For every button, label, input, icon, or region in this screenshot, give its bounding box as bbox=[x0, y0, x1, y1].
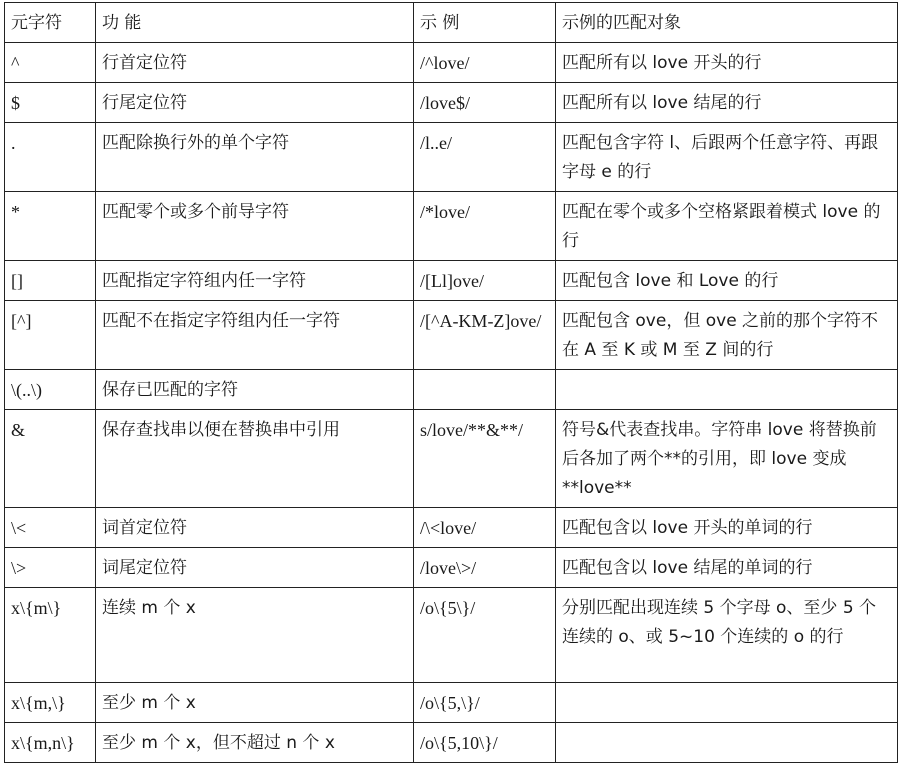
table-row bbox=[5, 548, 898, 588]
header-match: 示例的匹配对象 bbox=[556, 3, 898, 43]
match-cell: 匹配在零个或多个空格紧跟着模式 love 的行 bbox=[556, 192, 898, 261]
example-cell: /o\{5,10\}/ bbox=[414, 723, 556, 763]
meta-cell: \< bbox=[5, 508, 96, 548]
table-row bbox=[5, 683, 898, 723]
example-cell: /o\{5,\}/ bbox=[414, 683, 556, 723]
function-cell: 词首定位符 bbox=[96, 508, 414, 548]
table-row bbox=[5, 123, 898, 192]
function-cell: 至少 m 个 x bbox=[96, 683, 414, 723]
example-cell: /love$/ bbox=[414, 83, 556, 123]
meta-cell: \> bbox=[5, 548, 96, 588]
match-cell: 匹配包含 love 和 Love 的行 bbox=[556, 261, 898, 301]
function-cell: 连续 m 个 x bbox=[96, 588, 414, 683]
meta-cell: * bbox=[5, 192, 96, 261]
function-cell: 匹配除换行外的单个字符 bbox=[96, 123, 414, 192]
regex-metachar-table bbox=[4, 2, 898, 763]
example-cell: /o\{5\}/ bbox=[414, 588, 556, 683]
match-cell bbox=[556, 683, 898, 723]
match-cell: 匹配包含以 love 开头的单词的行 bbox=[556, 508, 898, 548]
example-cell: /l..e/ bbox=[414, 123, 556, 192]
table-row bbox=[5, 370, 898, 410]
table-row bbox=[5, 261, 898, 301]
function-cell: 词尾定位符 bbox=[96, 548, 414, 588]
function-cell: 保存已匹配的字符 bbox=[96, 370, 414, 410]
table-row bbox=[5, 723, 898, 763]
meta-cell: [^] bbox=[5, 301, 96, 370]
function-cell: 匹配零个或多个前导字符 bbox=[96, 192, 414, 261]
meta-cell: x\{m\} bbox=[5, 588, 96, 683]
match-cell bbox=[556, 370, 898, 410]
example-cell: /^love/ bbox=[414, 43, 556, 83]
meta-cell: $ bbox=[5, 83, 96, 123]
match-cell: 符号&代表查找串。字符串 love 将替换前后各加了两个**的引用，即 love 变成**love** bbox=[556, 410, 898, 508]
meta-cell: x\{m,\} bbox=[5, 683, 96, 723]
example-cell: /[^A-KM-Z]ove/ bbox=[414, 301, 556, 370]
table-row bbox=[5, 588, 898, 683]
function-cell: 匹配指定字符组内任一字符 bbox=[96, 261, 414, 301]
function-cell: 行首定位符 bbox=[96, 43, 414, 83]
table-row bbox=[5, 43, 898, 83]
function-cell: 至少 m 个 x，但不超过 n 个 x bbox=[96, 723, 414, 763]
meta-cell: & bbox=[5, 410, 96, 508]
match-cell bbox=[556, 723, 898, 763]
meta-cell: . bbox=[5, 123, 96, 192]
example-cell: /love\>/ bbox=[414, 548, 556, 588]
match-cell: 匹配包含 ove，但 ove 之前的那个字符不在 A 至 K 或 M 至 Z 间的行 bbox=[556, 301, 898, 370]
table-row bbox=[5, 410, 898, 508]
match-cell: 匹配所有以 love 结尾的行 bbox=[556, 83, 898, 123]
header-function: 功 能 bbox=[96, 3, 414, 43]
function-cell: 匹配不在指定字符组内任一字符 bbox=[96, 301, 414, 370]
table-row bbox=[5, 301, 898, 370]
meta-cell: ^ bbox=[5, 43, 96, 83]
example-cell bbox=[414, 370, 556, 410]
match-cell: 匹配包含字符 l、后跟两个任意字符、再跟字母 e 的行 bbox=[556, 123, 898, 192]
table-row bbox=[5, 192, 898, 261]
example-cell: /\<love/ bbox=[414, 508, 556, 548]
match-cell: 匹配包含以 love 结尾的单词的行 bbox=[556, 548, 898, 588]
meta-cell: [] bbox=[5, 261, 96, 301]
header-metachar: 元字符 bbox=[5, 3, 96, 43]
example-cell: /*love/ bbox=[414, 192, 556, 261]
table-row bbox=[5, 83, 898, 123]
function-cell: 行尾定位符 bbox=[96, 83, 414, 123]
meta-cell: \(..\) bbox=[5, 370, 96, 410]
meta-cell: x\{m,n\} bbox=[5, 723, 96, 763]
function-cell: 保存查找串以便在替换串中引用 bbox=[96, 410, 414, 508]
match-cell: 匹配所有以 love 开头的行 bbox=[556, 43, 898, 83]
example-cell: s/love/**&**/ bbox=[414, 410, 556, 508]
table-row bbox=[5, 508, 898, 548]
match-cell: 分别匹配出现连续 5 个字母 o、至少 5 个连续的 o、或 5~10 个连续的 o 的行 bbox=[556, 588, 898, 683]
example-cell: /[Ll]ove/ bbox=[414, 261, 556, 301]
header-example: 示 例 bbox=[414, 3, 556, 43]
table-header-row bbox=[5, 3, 898, 43]
